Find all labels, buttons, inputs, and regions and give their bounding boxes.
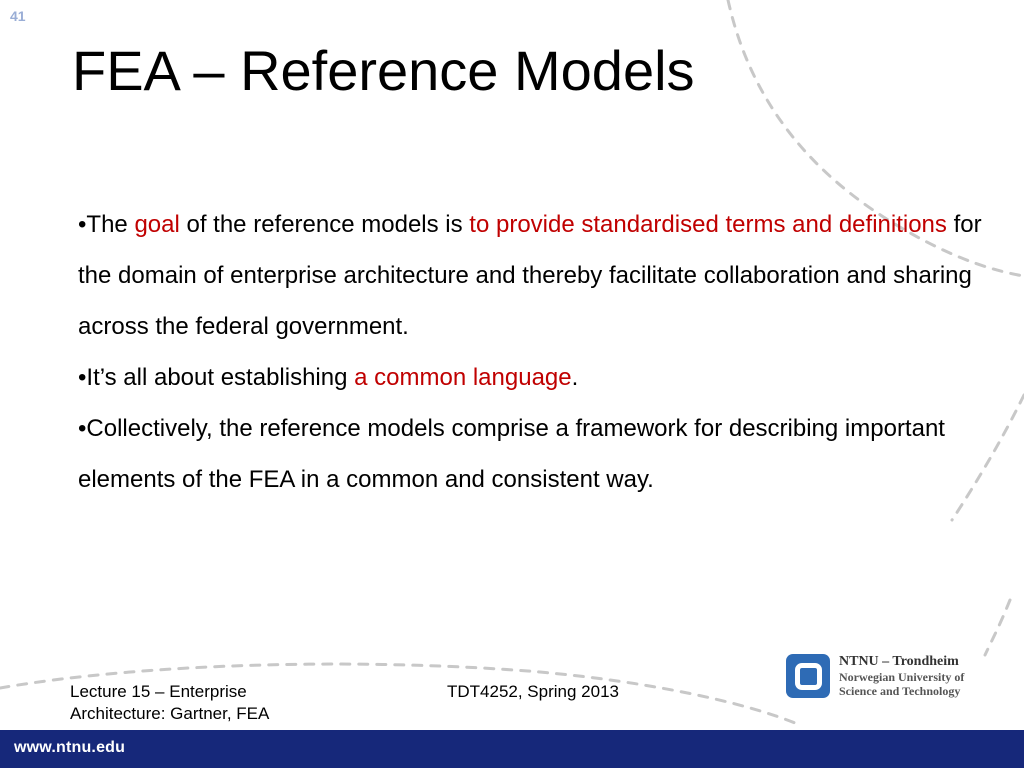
bullet-text: for the domain of enterprise architecture and thereby facilitate collaboration and sharing across the federal government.: [78, 211, 982, 340]
bullet-item: [78, 403, 998, 505]
ntnu-logo-text: [839, 654, 964, 698]
footer-course-label: TDT4252, Spring 2013: [447, 682, 619, 701]
highlighted-text: a common language: [354, 364, 572, 391]
slide-title: FEA – Reference Models: [72, 39, 695, 102]
bullet-text: of the reference models is: [179, 211, 470, 238]
bullet-list: [78, 199, 998, 505]
bullet-text: •The: [78, 211, 135, 238]
highlighted-text: to provide standardised terms and definitions: [469, 211, 947, 238]
bullet-text: •It’s all about establishing: [78, 364, 355, 391]
bullet-item: [78, 199, 998, 352]
ntnu-logo-icon: [786, 654, 830, 698]
footer-lecture-line-2: Architecture: Gartner, FEA: [70, 704, 270, 723]
footer-lecture-line-1: Lecture 15 – Enterprise: [70, 682, 247, 701]
bullet-text: .: [571, 364, 579, 391]
bullet-text: •Collectively, the reference models comprise a framework for describing important elements of the FEA in a common and consistent way.: [78, 415, 945, 493]
bottom-bar: [0, 730, 1024, 768]
logo-line-1: NTNU – Trondheim: [839, 654, 959, 669]
logo-line-2: Norwegian University of: [839, 670, 965, 684]
ntnu-logo: [786, 654, 1006, 700]
bullet-item: [78, 352, 998, 403]
highlighted-text: goal: [134, 211, 180, 238]
logo-line-3: Science and Technology: [839, 684, 961, 698]
footer-lecture-title: [70, 681, 269, 725]
website-url: www.ntnu.edu: [14, 739, 126, 756]
slide-number: 41: [10, 8, 26, 24]
